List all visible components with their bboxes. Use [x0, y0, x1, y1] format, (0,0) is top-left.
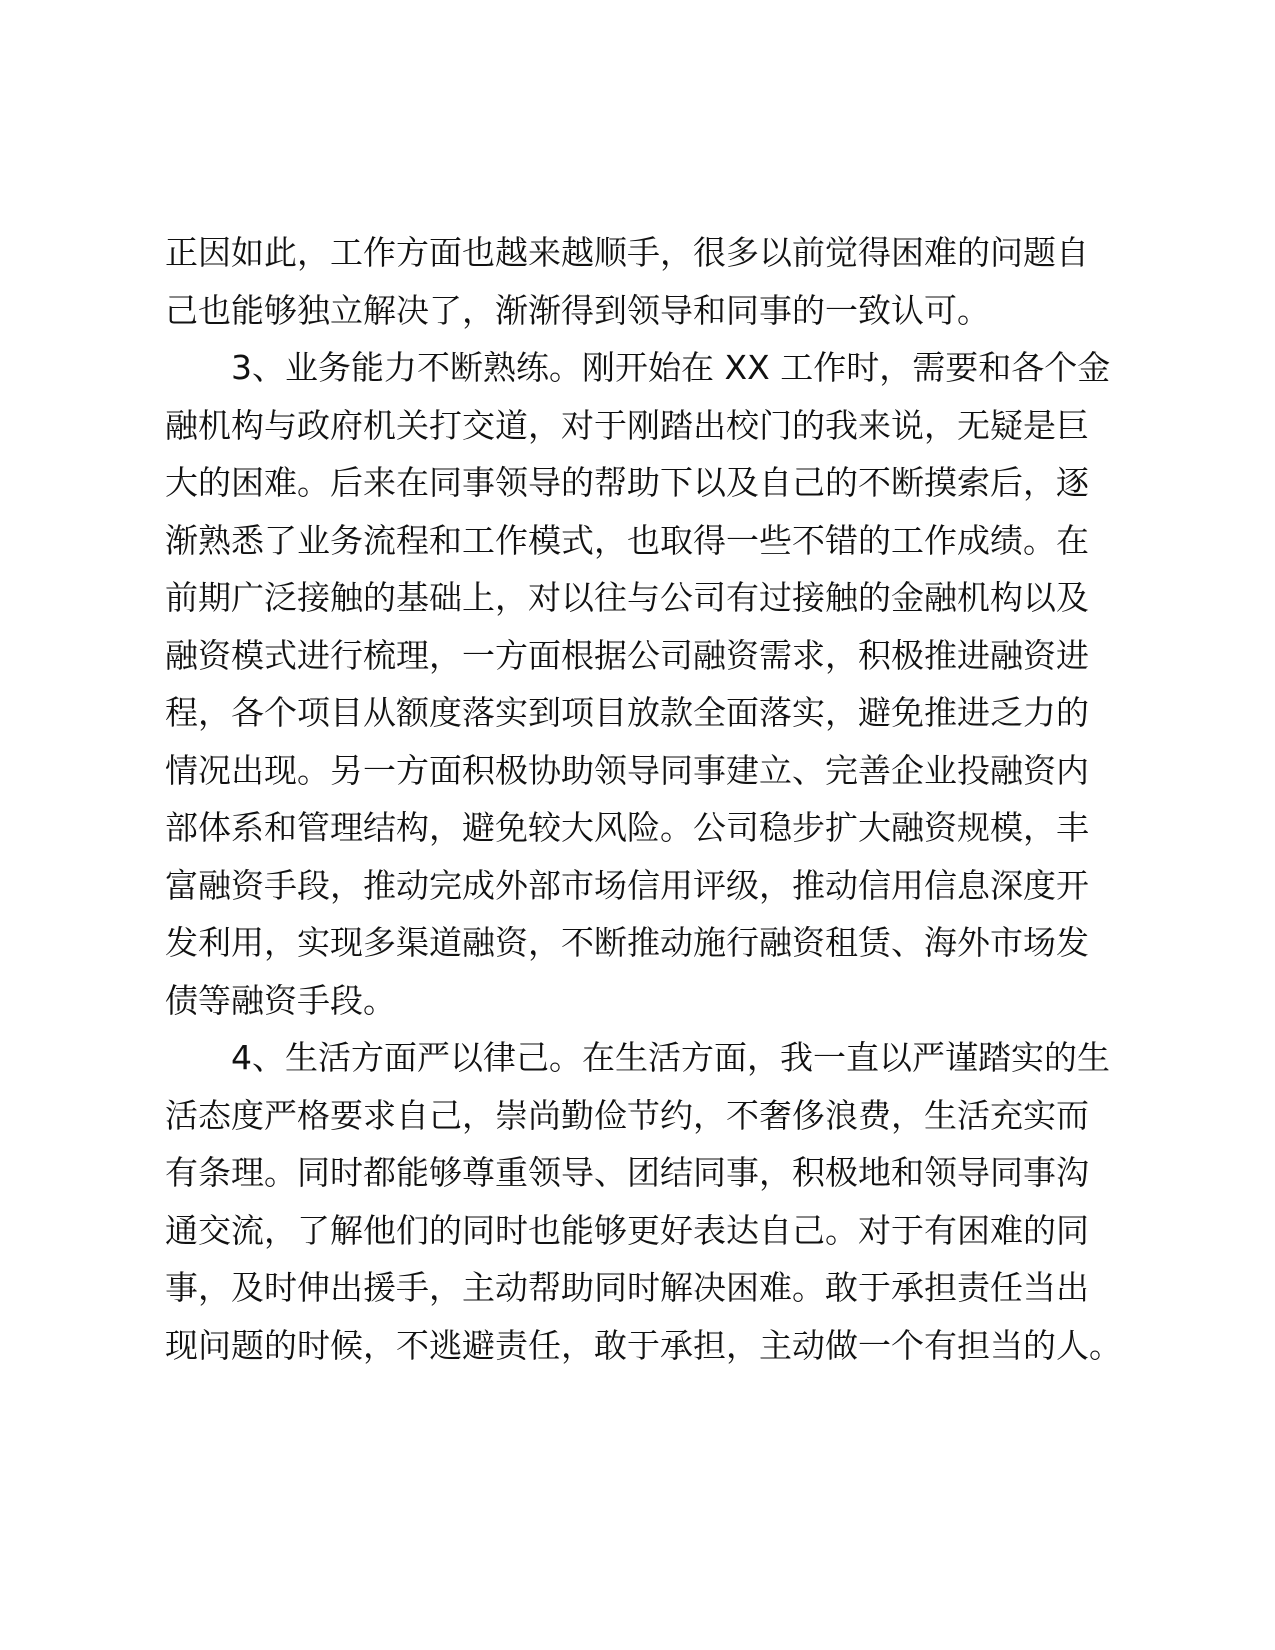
text-line: 部体系和管理结构，避免较大风险。公司稳步扩大融资规模，丰 — [165, 808, 1089, 847]
text-line: 融资模式进行梳理，一方面根据公司融资需求，积极推进融资进 — [165, 635, 1089, 675]
document-body — [165, 224, 1122, 1374]
text-line: 己也能够独立解决了，渐渐得到领导和同事的一致认可。 — [165, 290, 990, 330]
text-line: 有条理。同时都能够尊重领导、团结同事，积极地和领导同事沟 — [165, 1153, 1089, 1192]
text-line: 渐熟悉了业务流程和工作模式，也取得一些不错的工作成绩。在 — [165, 520, 1089, 560]
text-line: 正因如此，工作方面也越来越顺手，很多以前觉得困难的问题自 — [165, 233, 1089, 272]
text-line: 大的困难。后来在同事领导的帮助下以及自己的不断摸索后，逐 — [165, 463, 1089, 502]
text-line: 融机构与政府机关打交道，对于刚踏出校门的我来说，无疑是巨 — [165, 405, 1089, 445]
text-line: 3、业务能力不断熟练。刚开始在 XX 工作时，需要和各个金 — [231, 348, 1111, 387]
text-line: 活态度严格要求自己，崇尚勤俭节约，不奢侈浪费，生活充实而 — [165, 1095, 1089, 1135]
text-line: 前期广泛接触的基础上，对以往与公司有过接触的金融机构以及 — [165, 578, 1089, 617]
text-line: 程，各个项目从额度落实到项目放款全面落实，避免推进乏力的 — [165, 693, 1089, 732]
paragraph-item-3 — [165, 339, 1115, 1029]
text-line: 发利用，实现多渠道融资，不断推动施行融资租赁、海外市场发 — [165, 923, 1089, 962]
text-line: 富融资手段，推动完成外部市场信用评级，推动信用信息深度开 — [165, 865, 1089, 905]
text-line: 情况出现。另一方面积极协助领导同事建立、完善企业投融资内 — [165, 750, 1089, 790]
text-line: 现问题的时候，不逃避责任，敢于承担，主动做一个有担当的人。 — [165, 1325, 1122, 1365]
paragraph-continued — [165, 224, 1115, 339]
text-line: 通交流，了解他们的同时也能够更好表达自己。对于有困难的同 — [165, 1210, 1089, 1250]
text-line: 4、生活方面严以律己。在生活方面，我一直以严谨踏实的生 — [231, 1038, 1110, 1077]
paragraph-item-4 — [165, 1029, 1122, 1374]
text-line: 事，及时伸出援手，主动帮助同时解决困难。敢于承担责任当出 — [165, 1268, 1089, 1307]
text-line: 债等融资手段。 — [165, 980, 396, 1020]
